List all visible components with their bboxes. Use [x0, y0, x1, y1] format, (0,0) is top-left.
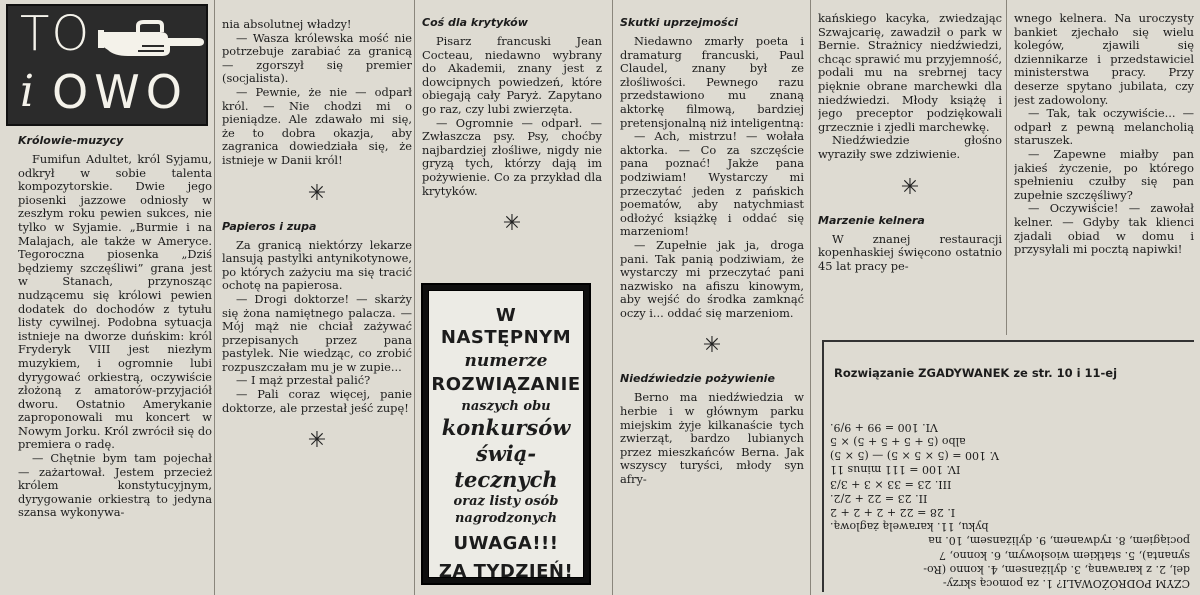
solution-line: I. 28 = 22 + 2 + 2 + 2: [830, 505, 956, 519]
announcement-line: W NASTĘPNYM: [440, 305, 572, 348]
article-paragraph: — Zapewne miałby pan jakieś życzenie, po którego spełnieniu czułby się pan zupełnie szczęśliwy?: [1014, 146, 1194, 202]
article-paragraph: nia absolutnej władzy!: [222, 17, 352, 31]
solution-line: del, 2. z karawaną, 3. dyliżansem, 4. konno (Ro-: [923, 562, 1190, 576]
article-title: Niedźwiedzie pożywienie: [620, 372, 775, 386]
column-6: [1014, 0, 1194, 340]
article-paragraph: — Wasza królewska mość nie potrzebuje zarabiać za granicą — zgorszył się premier (socjalista).: [222, 30, 412, 86]
article-paragraph: — Oczywiście! — zawołał kelner. — Gdyby tak klienci zjadali obiad w domu i przysyłali mi pocztą napiwki!: [1014, 201, 1194, 257]
article-title: Marzenie kelnera: [818, 213, 925, 227]
solution-line: II. 23 = 22 + 2/2.: [830, 491, 928, 505]
announcement-line: konkursów: [441, 415, 571, 440]
announcement-line: numerze: [464, 351, 548, 371]
article-paragraph: W znanej restauracji kopenhaskiej święcono ostatnio 45 lat pracy pe-: [818, 231, 1002, 273]
article-paragraph: — Ogromnie — odparł. — Zwłaszcza psy. Psy, choćby najbardziej złośliwe, nigdy nie gryzą tych, którzy dają im pożywienie. Co za przykład dla krytyków.: [422, 115, 602, 198]
announcement-line: tecznych: [454, 467, 558, 492]
column-3: [422, 0, 602, 280]
solution-line: III. 23 = 33 × 3 + 3/3: [830, 477, 952, 491]
article-paragraph: Niedawno zmarły poeta i dramaturg francuski, Paul Claudel, znany był ze złośliwości. Pewnego razu przedstawiono mu znaną aktorkę filmową, bardziej pretensjonalną niż inteligentną:: [620, 34, 804, 130]
column-4: [620, 0, 804, 595]
column-divider: [810, 0, 811, 595]
article-paragraph: — Pewnie, że nie — odparł król. — Nie chodzi mi o pieniądze. Ale zdawało mi się, że to dobra okazja, aby zagranica dowiedziała się, że istnieje w Danii król!: [222, 84, 412, 167]
solution-line: byku, 11. karawelą żaglową.: [830, 520, 989, 534]
article-paragraph: Berno ma niedźwiedzia w herbie i w głównym parku miejskim żyje kilkanaście tych zwierząt, bardzo lubianych przez mieszkańców Berna. Jak wszyscy turyści, młody syn afry-: [620, 390, 804, 487]
solution-line: pociągiem, 8. rydwanem, 9. dyliżansem, 10. na: [928, 534, 1190, 548]
announcement-line: nagrodzonych: [454, 511, 557, 526]
separator-star: ✳: [900, 174, 920, 200]
column-divider: [612, 0, 613, 595]
article-paragraph: Niedźwiedzie głośno wyraziły swe zdziwienie.: [818, 133, 1002, 161]
article-paragraph: — Pali coraz więcej, panie doktorze, ale przestał jeść zupę!: [222, 387, 412, 415]
column-divider: [414, 0, 415, 595]
announcement-line: świą-: [475, 441, 537, 466]
article-title: Papieros i zupa: [222, 219, 317, 233]
article-paragraph: kańskiego kacyka, zwiedzając Szwajcarię, zawadził o park w Bernie. Strażnicy niedźwiedzi, chcąc sprawić mu przyjemność, podali mu na srebrnej tacy pięknie obrane marchewki dla niedźwiedzi. Młody książę i jego preceptor podziękowali grzecznie i zjedli marchewkę.: [818, 11, 1002, 134]
solution-line: albo (5 + 5 + 5 + 5) × 5: [830, 434, 966, 448]
announcement-line: UWAGA!!!: [453, 533, 559, 554]
separator-star: ✳: [307, 428, 327, 454]
article-paragraph: Za granicą niektórzy lekarze lansują pastylki antynikotynowe, po których zażyciu ma się tracić ochotę na papierosa.: [222, 237, 412, 293]
column-1: [18, 132, 212, 595]
article-paragraph: — Ach, mistrzu! — wołała aktorka. — Co za szczęście pana poznać! Jakże pana podziwiam! Wystarczy mi przeczytać jeden z pańskich poematów, aby natychmiast odłożyć książkę i oddać się marzeniom!: [620, 129, 804, 239]
column-2: [222, 0, 412, 595]
announcement-line: ROZWIĄZANIE: [431, 374, 581, 395]
column-5: [818, 0, 1002, 340]
masthead-i: i: [20, 66, 35, 117]
masthead: [6, 4, 208, 126]
masthead-to: TO: [20, 6, 92, 62]
announcement-line: oraz listy osób: [453, 494, 559, 509]
announcement-box: [421, 283, 591, 585]
article-paragraph: wnego kelnera. Na uroczysty bankiet zjechało się wielu kolegów, zjawili się dziennikarze i przedstawiciel ministerstwa pracy. Przy deserze spytano jubilata, czy jest zadowolony.: [1014, 11, 1194, 107]
announcement-line: ZA TYDZIEŃ!: [438, 561, 574, 582]
article-paragraph: — I mąż przestał palić?: [236, 373, 371, 388]
announcement-line: naszych obu: [461, 399, 551, 414]
puzzle-solution-box: [822, 340, 1194, 592]
separator-star: ✳: [307, 180, 327, 206]
article-paragraph: Fumifun Adultet, król Syjamu, odkrył w sobie talenta kompozytorskie. Dwie jego piosenki jazzowe odniosły w zeszłym roku pewien sukces, nie tylko w Syjamie. „Burmie i na Malajach, ale także w Ameryce. Tegoroczna piosenka „Dziś będziemy szczęśliwi” grana jest w Stanach, przynosząc nudzącemu się królowi pewien dodatek do dochodów z tytułu listy cywilnej. Podobna sytuacja istnieje na dworze duńskim: król Fryderyk VIII jest niezłym muzykiem, i ogromnie lubi dyrygować orkiestrą, oczywiście złożoną z amatorów-przyjaciół dworu. Ostatnio Amerykanie zaproponowali mu koncert w Nowym Jorku. Król zwrócił się do premiera o radę.: [18, 152, 212, 452]
article-title: Skutki uprzejmości: [620, 16, 738, 29]
separator-star: ✳: [502, 211, 522, 237]
article-title: Królowie-muzycy: [18, 134, 124, 147]
solution-line: V. 100 = (5 × 5 × 5) — (5 × 5): [830, 449, 1000, 463]
solution-body-upside-down: [830, 394, 1190, 590]
column-divider: [214, 0, 215, 595]
solution-line: CZYM PODRÓŻOWALI? 1. za pomocą skrzy-: [942, 577, 1190, 590]
article-paragraph: — Tak, tak oczywiście... — odparł z pewną melancholią staruszek.: [1014, 106, 1194, 148]
article-paragraph: — Zupełnie jak ja, droga pani. Tak panią podziwiam, że wystarczy mi przeczytać pani nazwisko na afiszu kinowym, aby wejść do środka zamknąć oczy i... oddać się marzeniom.: [620, 237, 804, 320]
article-paragraph: — Chętnie bym tam pojechał — zażartował. Jestem przecież królem konstytucyjnym, dyrygowanie orkiestrą to jedyna szansa wykonywa-: [18, 451, 212, 520]
masthead-owo: OWO: [52, 65, 188, 119]
separator-star: ✳: [702, 333, 722, 359]
column-divider: [1006, 0, 1007, 335]
article-title: Coś dla krytyków: [422, 16, 528, 29]
solution-line: IV. 100 = 111 minus 11: [830, 463, 961, 477]
article-paragraph: Pisarz francuski Jean Cocteau, niedawno wybrany do Akademii, znany jest z dowcipnych powiedzeń, które obiegają cały Paryż. Zapytano go raz, czy lubi zwierzęta.: [422, 34, 602, 116]
pointing-hand-icon: [98, 14, 206, 64]
article-paragraph: — Drogi doktorze! — skarży się żona namiętnego palacza. — Mój mąż nie chciał zażywać przepisanych przez pana pastylek. Nie wiedząc, co zrobić rozpuszczałam mu je w zupie...: [222, 291, 412, 374]
solution-line: VI. 100 = 99 + 9/9.: [830, 420, 938, 434]
solution-heading: Rozwiązanie ZGADYWANEK ze str. 10 i 11-ej: [834, 366, 1118, 380]
solution-line: synanta), 5. statkiem wiosłowym, 6. konno, 7: [938, 548, 1190, 562]
